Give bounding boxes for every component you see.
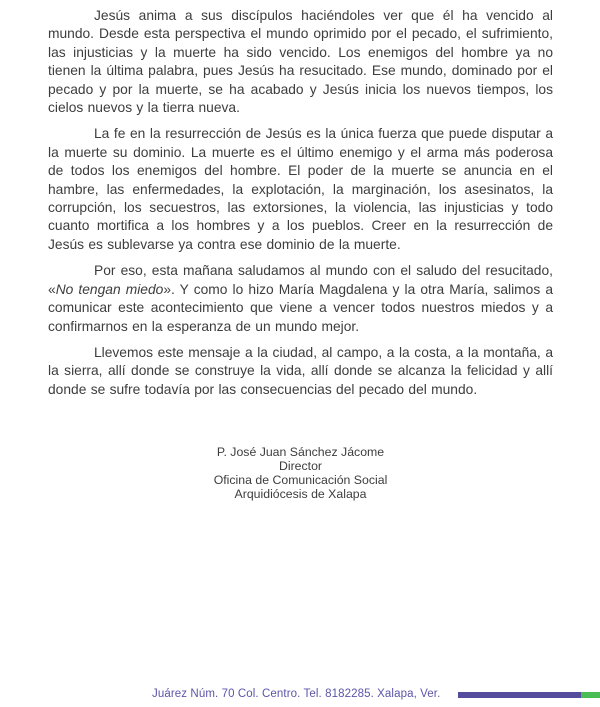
body-paragraph-1: Jesús anima a sus discípulos haciéndoles ver que él ha vencido al mundo. Desde esta perspectiva el mundo oprimido por el pecado, el sufrimiento, las injusticias y la muerte ha sido vencido. Los enemigos del hombre ya no tienen la última palabra, pues Jesús ha resucitado. Ese mundo, dominado por el pecado y por la muerte, se ha acabado y Jesús inicia los nuevos tiempos, los cielos nuevos y la tierra nueva. [48, 8, 553, 116]
footer-accent-bar [458, 692, 600, 698]
signature-block [48, 445, 553, 501]
body-paragraph-2: La fe en la resurrección de Jesús es la única fuerza que puede disputar a la muerte su dominio. La muerte es el último enemigo y el arma más poderosa de todos los enemigos del hombre. El poder de la muerte se anuncia en el hambre, las enfermedades, la explotación, la marginación, los asesinatos, la corrupción, los secuestros, las extorsiones, la violencia, las injusticias y todo cuanto mortifica a los hombres y a los pueblos. Creer en la resurrección de Jesús es sublevarse ya contra ese dominio de la muerte. [48, 126, 553, 252]
body-paragraph-3 [48, 262, 553, 336]
paragraph-3-tail: ». Y como lo hizo María Magdalena y la otra María, salimos a comunicar este acontecimiento que viene a vencer todos nuestros miedos y a confirmarnos en la esperanza de un mundo mejor. [48, 281, 553, 334]
signature-title: Director [278, 459, 323, 474]
signature-office: Oficina de Comunicación Social [213, 473, 388, 488]
signature-diocese: Arquidiócesis de Xalapa [234, 487, 367, 502]
paragraph-3-lead: Por eso, esta mañana saludamos al mundo con el saludo del resucitado, « [48, 263, 553, 297]
footer-accent-bar-green-segment [581, 692, 600, 698]
footer-address: Juárez Núm. 70 Col. Centro. Tel. 8182285. Xalapa, Ver. [152, 688, 441, 700]
signature-name: P. José Juan Sánchez Jácome [216, 445, 385, 460]
body-paragraph-4: Llevemos este mensaje a la ciudad, al campo, a la costa, a la montaña, a la sierra, allí donde se construye la vida, allí donde se alcanza la felicidad y allí donde se sufre todavía por las consecuencias del pecado del mundo. [48, 344, 553, 397]
paragraph-3-quote: No tengan miedo [55, 281, 164, 297]
